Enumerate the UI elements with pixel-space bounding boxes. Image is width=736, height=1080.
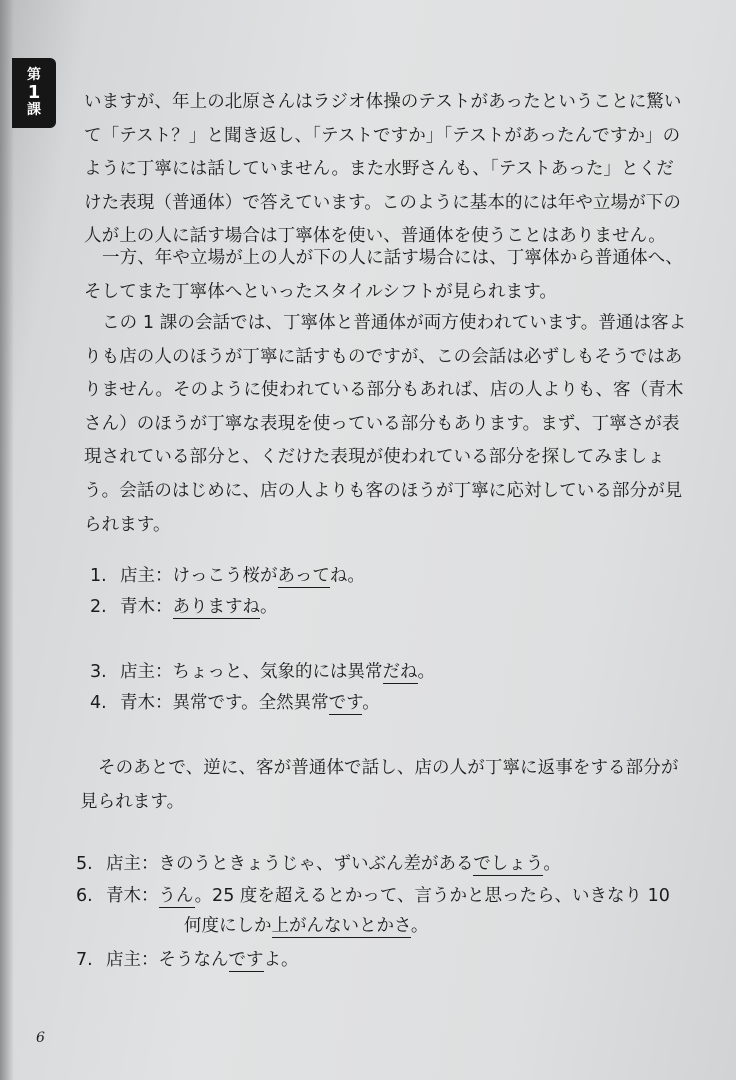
- chapter-tab-top: 第: [27, 66, 41, 83]
- speaker: 青木: [106, 886, 141, 906]
- paragraph-1: いますが、年上の北原さんはラジオ体操のテストがあったということに驚いて「テスト？」と聞き返し、「テストですか」「テストがあったんですか」のように丁寧には話していません。また水野さんも、「テストあった」とくだけた表現（普通体）で答えています。このように基本的には年や立場が下の人が上の人に話す場合は丁寧体を使い、普通体を使うことはありません。: [84, 92, 682, 247]
- chapter-tab-bottom: 課: [27, 101, 41, 118]
- dialogue-line-2: 2. 青木：ありますね。: [90, 597, 278, 617]
- paragraph-3: この 1 課の会話では、丁寧体と普通体が両方使われています。普通は客よりも店の人のほうが丁寧に話すものですが、この会話は必ずしもそうではありません。そのように使われている部分もあれば、店の人よりも、客（青木さん）のほうが丁寧な表現を使っている部分もあります。まず、丁寧さが表現されている部分と、くだけた表現が使われている部分を探してみましょう。会話のはじめに、店の人よりも客のほうが丁寧に応対している部分が見られます。: [84, 313, 687, 535]
- speaker: 青木: [120, 597, 155, 617]
- dialogue-line-7: 7. 店主：そうなんですよ。: [76, 950, 299, 970]
- speaker: 店主: [120, 566, 155, 586]
- speaker: 店主: [106, 854, 141, 874]
- paragraph-4: そのあとで、逆に、客が普通体で話し、店の人が丁寧に返事をする部分が見られます。: [80, 758, 679, 812]
- dialogue-line-6: 6. 青木：うん。25 度を超えるとかって、言うかと思ったら、いきなり 10: [76, 886, 670, 906]
- dialogue-line-5: 5. 店主：きのうときょうじゃ、ずいぶん差があるでしょう。: [76, 854, 561, 874]
- speaker: 店主: [106, 950, 141, 970]
- underlined-phrase: です: [228, 950, 264, 970]
- underlined-phrase: です: [328, 693, 363, 713]
- chapter-tab: [12, 58, 56, 128]
- dialogue-line-3: 3. 店主：ちょっと、気象的には異常だね。: [90, 662, 435, 682]
- underlined-phrase: 上がんないとかさ: [271, 916, 411, 936]
- dialogue-line-1: 1. 店主：けっこう桜があってね。: [90, 566, 365, 586]
- speaker: 青木: [120, 693, 155, 713]
- underlined-phrase: あって: [277, 566, 330, 586]
- page-number: 6: [36, 1030, 45, 1046]
- paragraph-2: 一方、年や立場が上の人が下の人に話す場合には、丁寧体から普通体へ、そしてまた丁寧体へといったスタイルシフトが見られます。: [84, 248, 683, 302]
- underlined-phrase: うん: [158, 886, 195, 906]
- chapter-tab-number: 1: [27, 82, 41, 104]
- speaker: 店主: [120, 662, 155, 682]
- underlined-phrase: ありますね: [172, 597, 260, 617]
- page-spine-shadow: [0, 0, 14, 1080]
- underlined-phrase: だね: [382, 662, 418, 682]
- underlined-phrase: でしょう: [473, 854, 544, 874]
- dialogue-line-4: 4. 青木：異常です。全然異常です。: [90, 693, 380, 713]
- dialogue-line-6-continued: 何度にしか上がんないとかさ。: [184, 916, 429, 936]
